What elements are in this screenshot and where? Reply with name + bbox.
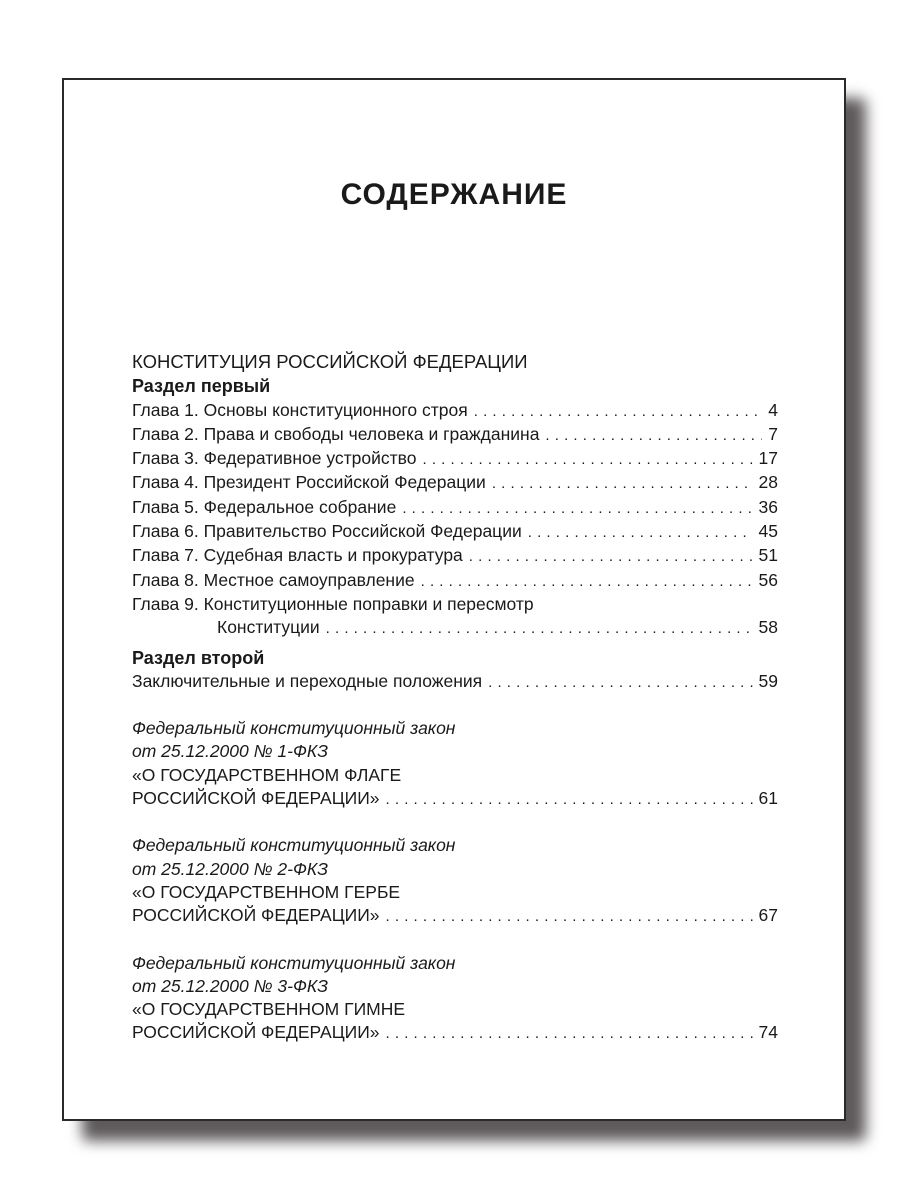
entry-label: Глава 8. Местное самоуправление [132, 569, 415, 590]
toc-entry[interactable] [132, 670, 778, 694]
law-title-continued: РОССИЙСКОЙ ФЕДЕРАЦИИ» [132, 1022, 380, 1043]
dot-leader [386, 1022, 753, 1045]
page-number: 45 [758, 521, 778, 542]
entry-label: Глава 1. Основы конституционного строя [132, 399, 468, 420]
dot-leader [492, 472, 753, 495]
toc-entry[interactable] [132, 520, 778, 544]
toc-entry[interactable] [132, 423, 778, 447]
page-number: 74 [758, 1022, 778, 1043]
toc-entry[interactable] [132, 447, 778, 471]
page-number: 4 [768, 399, 778, 420]
page-number: 59 [758, 670, 778, 691]
entry-label-continued: Конституции [217, 617, 320, 638]
entry-label: Глава 9. Конституционные поправки и пересмотр [132, 593, 534, 614]
page-number: 36 [758, 496, 778, 517]
dot-leader [421, 570, 753, 593]
document-page [62, 78, 846, 1121]
law-entry[interactable] [132, 952, 778, 1046]
dot-leader [474, 400, 763, 423]
dot-leader [469, 545, 753, 568]
page-title: СОДЕРЖАНИЕ [340, 178, 568, 211]
law-title-continued: РОССИЙСКОЙ ФЕДЕРАЦИИ» [132, 788, 380, 809]
table-of-contents [132, 350, 778, 1046]
toc-entry-chapter-9[interactable] [132, 593, 778, 641]
page-number: 56 [758, 569, 778, 590]
law-type: Федеральный конституционный закон [132, 718, 456, 739]
law-number: от 25.12.2000 № 3-ФКЗ [132, 975, 328, 996]
constitution-heading: КОНСТИТУЦИЯ РОССИЙСКОЙ ФЕДЕРАЦИИ [132, 351, 528, 372]
toc-entry[interactable] [132, 399, 778, 423]
toc-entry[interactable] [132, 471, 778, 495]
law-type: Федеральный конституционный закон [132, 835, 456, 856]
page-number: 28 [758, 472, 778, 493]
page-number: 67 [758, 905, 778, 926]
entry-label: Глава 2. Права и свободы человека и гражданина [132, 423, 540, 444]
toc-entry[interactable] [132, 496, 778, 520]
page-number: 58 [758, 617, 778, 638]
page-number: 7 [768, 423, 778, 444]
law-title: «О ГОСУДАРСТВЕННОМ ГИМНЕ [132, 999, 406, 1020]
law-number: от 25.12.2000 № 1-ФКЗ [132, 741, 328, 762]
dot-leader [326, 617, 753, 640]
toc-entry[interactable] [132, 544, 778, 568]
law-number: от 25.12.2000 № 2-ФКЗ [132, 858, 328, 879]
entry-label: Глава 4. Президент Российской Федерации [132, 472, 486, 493]
entry-label: Глава 5. Федеральное собрание [132, 496, 397, 517]
dot-leader [545, 424, 762, 447]
law-type: Федеральный конституционный закон [132, 952, 456, 973]
dot-leader [402, 497, 752, 520]
entry-label: Глава 7. Судебная власть и прокуратура [132, 545, 463, 566]
entry-label: Заключительные и переходные положения [132, 670, 483, 691]
section-heading: Раздел первый [132, 376, 271, 397]
entry-label: Глава 6. Правительство Российской Федерации [132, 521, 522, 542]
law-title: «О ГОСУДАРСТВЕННОМ ФЛАГЕ [132, 764, 402, 785]
dot-leader [528, 521, 753, 544]
dot-leader [423, 448, 753, 471]
law-title-continued: РОССИЙСКОЙ ФЕДЕРАЦИИ» [132, 905, 380, 926]
dot-leader [386, 905, 753, 928]
law-title: «О ГОСУДАРСТВЕННОМ ГЕРБЕ [132, 881, 401, 902]
law-entry[interactable] [132, 834, 778, 928]
dot-leader [386, 788, 753, 811]
page-number: 17 [758, 448, 778, 469]
law-entry[interactable] [132, 717, 778, 811]
toc-entry[interactable] [132, 569, 778, 593]
dot-leader [488, 671, 752, 694]
page-number: 51 [758, 545, 778, 566]
entry-label: Глава 3. Федеративное устройство [132, 448, 417, 469]
page-number: 61 [758, 788, 778, 809]
section-heading: Раздел второй [132, 647, 265, 668]
